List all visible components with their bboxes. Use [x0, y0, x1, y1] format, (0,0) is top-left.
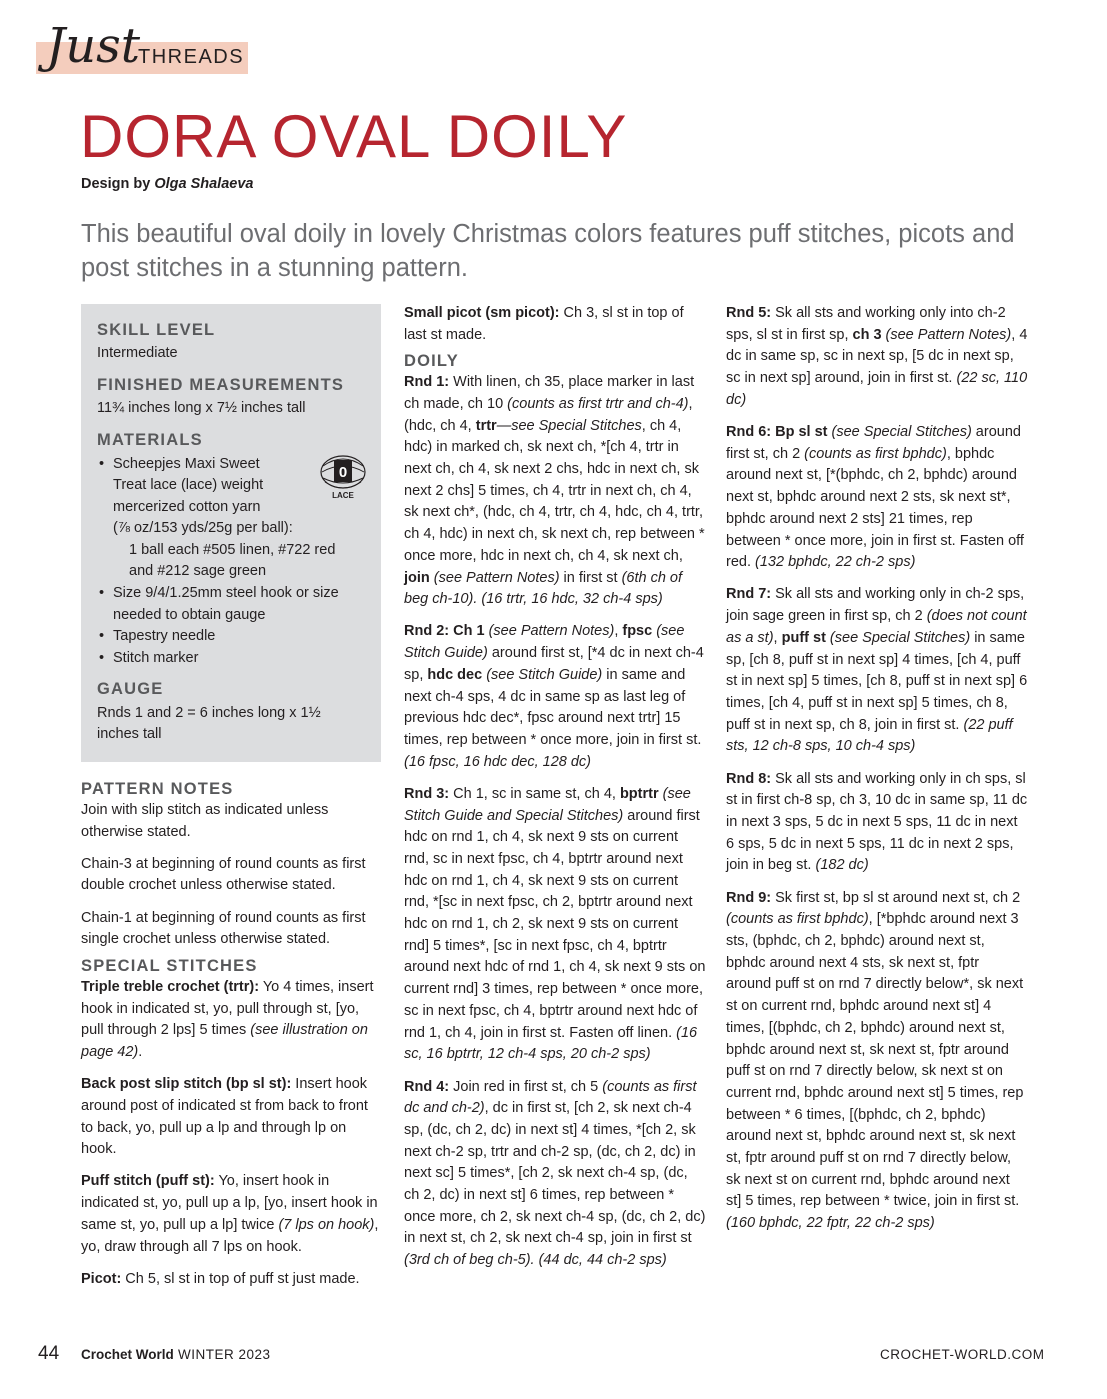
special-stitches-heading: SPECIAL STITCHES — [81, 957, 258, 976]
material-item: • Scheepjes Maxi Sweet — [97, 454, 365, 476]
stitch-trtr: Triple treble crochet (trtr): Yo 4 times, insert hook in indicated st, yo, pull through st, [yo, pull through 2 lps] 5 times (see illustration on page 42). — [81, 978, 374, 1060]
doily-heading: DOILY — [404, 352, 459, 371]
round-1: Rnd 1: With linen, ch 35, place marker in last ch made, ch 10 (counts as first trtr and ch-4), (hdc, ch 4, trtr—see Special Stitches, ch 4, hdc) in marked ch, sk next ch, *[ch 4, trtr in next ch, ch 4, sk next 2 chs, hdc in next ch, sk next 2 chs] 5 times, ch 4, trtr in next ch, ch 4, sk next ch*, (hdc, ch 4, trtr, ch 4, hdc, ch 4, trtr, ch 4, hdc) in next ch, sk next ch, rep between * once more, hdc in next ch, ch 4, sk next ch, join (see Pattern Notes) in first st (6th ch of beg ch-10). (16 trtr, 16 hdc, 32 ch-4 sps) — [404, 374, 705, 608]
stitch-picot: Picot: Ch 5, sl st in top of puff st just made. — [81, 1270, 360, 1287]
magazine-name: Crochet World — [81, 1347, 174, 1362]
pattern-note: Join with slip stitch as indicated unless otherwise stated. — [81, 801, 329, 840]
page-title: DORA OVAL DOILY — [80, 103, 628, 170]
gauge-text: Rnds 1 and 2 = 6 inches long x 1½ inches tall — [97, 704, 321, 743]
stitch-puff: Puff stitch (puff st): Yo, insert hook in indicated st, yo, pull up a lp, [yo, insert hook in same st, yo, pull up a lp] twice (7 lps on hook), yo, draw through all 7 lps on hook. — [81, 1173, 379, 1255]
pattern-note: Chain-1 at beginning of round counts as first single crochet unless otherwise stated. — [81, 909, 366, 948]
stitch-bp-sl-st: Back post slip stitch (bp sl st): Insert hook around post of indicated st from back to front to back, yo, pull up a lp and through lp on hook. — [81, 1076, 368, 1158]
round-9: Rnd 9: Sk first st, bp sl st around next st, ch 2 (counts as first bphdc), [*bphdc around next 3 sts, (bphdc, ch 2, bphdc) around next st, bphdc around next 4 sts, sk next st, fptr around puff st on rnd 7 directly below*, sk next st on current rnd, bphdc around next st] 4 times, [(bphdc, ch 2, bphdc) around next st, bphdc around next st, sk next st, fptr around puff st on rnd 7 directly below, sk next st on current rnd, bphdc around next st] 5 times, rep between * 6 times, [(bphdc, ch 2, bphdc) around next st, bphdc around next st, sk next st, fptr around puff st on rnd 7 directly below, sk next st on current rnd, bphdc around next st] 5 times, rep between * twice, join in first st. (160 bphdc, 22 fptr, 22 ch-2 sps) — [726, 889, 1024, 1232]
round-7: Rnd 7: Sk all sts and working only in ch-2 sps, join sage green in first sp, ch 2 (does not count as a st), puff st (see Special Stitches) in same sp, [ch 8, puff st in next sp] 4 times, [ch 4, puff st in next sp] 5 times, [ch 8, puff st in next sp] 6 times, [ch 4, puff st in next sp] 5 times, ch 8, puff st in next sp, ch 8, join in first st. (22 puff sts, 12 ch-8 sps, 10 ch-4 sps) — [726, 586, 1028, 755]
section-word: THREADS — [138, 46, 245, 68]
material-item-cont: Treat lace (lace) weight — [113, 477, 264, 494]
material-item-cont: 1 ball each #505 linen, #722 red — [129, 541, 336, 558]
yarn-weight-label: LACE — [332, 491, 354, 500]
skill-heading: SKILL LEVEL — [97, 321, 216, 339]
material-item-cont: needed to obtain gauge — [113, 606, 266, 623]
column-1 — [81, 780, 383, 1301]
skill-level: Intermediate — [97, 345, 178, 362]
material-item: • Size 9/4/1.25mm steel hook or size — [97, 583, 365, 605]
yarn-weight-icon — [319, 454, 367, 500]
byline — [81, 176, 253, 192]
round-6: Rnd 6: Bp sl st (see Special Stitches) around first st, ch 2 (counts as first bphdc), bphdc around next st, [*(bphdc, ch 2, bphdc) around next st, bphdc around next 2 sts, sk next st*, bphdc around next 2 sts] 21 times, rep between * once more, join in first st. Fasten off red. (132 bphdc, 22 ch-2 sps) — [726, 424, 1024, 571]
issue-date: WINTER 2023 — [178, 1347, 271, 1362]
column-3 — [726, 303, 1028, 1245]
materials-heading: MATERIALS — [97, 431, 203, 450]
material-item: • Stitch marker — [97, 648, 365, 670]
info-box — [81, 304, 381, 762]
finished-measurements: 11¾ inches long x 7½ inches tall — [97, 400, 306, 417]
yarn-weight-number: 0 — [338, 464, 348, 481]
material-item-cont: (⅞ oz/153 yds/25g per ball): — [113, 520, 293, 537]
gauge-heading: GAUGE — [97, 680, 164, 699]
round-4: Rnd 4: Join red in first st, ch 5 (counts as first dc and ch-2), dc in first st, [ch 2, sk next ch-4 sp, (dc, ch 2, dc) in next st] 4 times, *[ch 2, sk next ch-2 sp, trtr and ch-2 sp, (dc, ch 2, dc) in next sc] 5 times*, [ch 2, sk next ch-4 sp, (dc, ch 2, dc) in next st] 6 times, rep between * once more, ch 2, sk next ch-4 sp, (dc, ch 2, dc) in next st, ch 2, sk next ch-4 sp, join in first st (3rd ch of beg ch-5). (44 dc, 44 ch-2 sps) — [404, 1078, 706, 1269]
round-8: Rnd 8: Sk all sts and working only in ch sps, sl st in first ch-8 sp, ch 3, 10 dc in same sp, 11 dc in next 3 sps, 5 dc in next 5 sps, 11 dc in next 6 sps, 5 dc in next 5 sps, 11 dc in next 2 sps, join in beg st. (182 dc) — [726, 770, 1028, 874]
section-script-word: Just — [46, 18, 141, 74]
round-3: Rnd 3: Ch 1, sc in same st, ch 4, bptrtr (see Stitch Guide and Special Stitches) around first hdc on rnd 1, ch 4, sk next 9 sts on current rnd, sc in next fpsc, ch 4, bptrtr around next hdc on rnd 1, ch 4, sk next 9 sts on current rnd, *[sc in next fpsc, ch 2, bptrtr around next hdc on rnd 1, ch 2, sk next 9 sts on current rnd] 5 times*, [sc in next fpsc, ch 4, bptrtr around next hdc of rnd 1, ch 4, sk next 9 sts on current rnd] 3 times, rep between * once more, sc in next fpsc, ch 4, bptrtr around next hdc of rnd 1, ch 4, join in first st. Fasten off linen. (16 sc, 16 bptrtr, 12 ch-4 sps, 20 ch-2 sps) — [404, 785, 706, 1063]
round-5: Rnd 5: Sk all sts and working only into ch-2 sps, sl st in first sp, ch 3 (see Pattern Notes), 4 dc in same sp, sc in next sp, [5 dc in next sp, sc in next sp] around, join in first st. (22 sc, 110 dc) — [726, 305, 1028, 408]
page-number: 44 — [38, 1343, 60, 1364]
material-item: • Tapestry needle — [97, 626, 365, 648]
byline-prefix: Design by — [81, 176, 155, 192]
material-item-cont: mercerized cotton yarn — [113, 498, 261, 515]
material-item-cont: and #212 sage green — [129, 563, 267, 580]
pattern-note: Chain-3 at beginning of round counts as first double crochet unless otherwise stated. — [81, 855, 366, 894]
measure-heading: FINISHED MEASUREMENTS — [97, 376, 345, 395]
stitch-small-picot: Small picot (sm picot): Ch 3, sl st in top of last st made. — [404, 305, 684, 343]
designer-name: Olga Shalaeva — [154, 176, 254, 192]
website-url: CROCHET-WORLD.COM — [880, 1347, 1045, 1362]
round-2: Rnd 2: Ch 1 (see Pattern Notes), fpsc (see Stitch Guide) around first st, [*4 dc in next ch-4 sp, hdc dec (see Stitch Guide) in same and next ch-4 sps, 4 dc in same sp as last leg of previous hdc dec*, fpsc around next trtr] 15 times, rep between * once more, join in first st. (16 fpsc, 16 hdc dec, 128 dc) — [404, 623, 704, 770]
pattern-notes-heading: PATTERN NOTES — [81, 780, 234, 798]
intro-text: This beautiful oval doily in lovely Christmas colors features puff stitches, picots and post stitches in a stunning pattern. — [81, 220, 1015, 282]
column-2 — [404, 303, 706, 1282]
